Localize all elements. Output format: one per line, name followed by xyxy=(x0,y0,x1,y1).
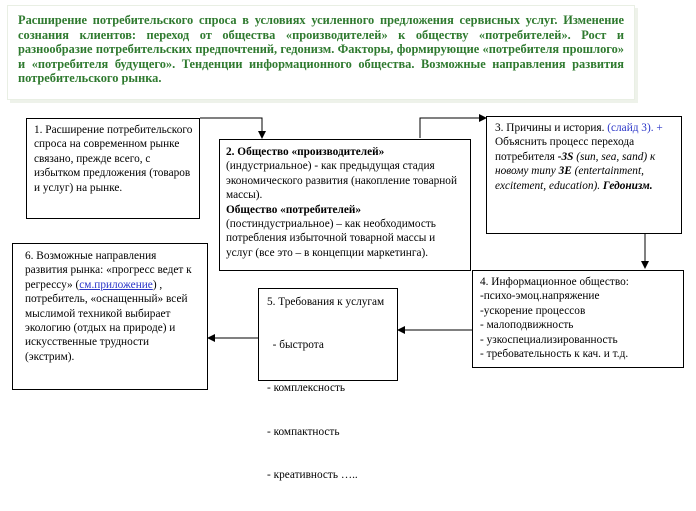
box-4-information-society xyxy=(472,270,684,368)
box-4-item: - требовательность к кач. и т.д. xyxy=(480,348,629,361)
arrow-1-to-2 xyxy=(200,118,262,138)
box-5-item: - компактность xyxy=(267,425,340,438)
box-3-3e: 3E xyxy=(558,165,572,178)
box-2-producer-consumer-society xyxy=(219,139,471,271)
box-2-heading-producers: . Общество «производителей» xyxy=(231,146,385,158)
box-3-3s: -3S xyxy=(557,150,574,163)
box-6-text-1: . Возможные направления развития рынка: xyxy=(25,250,157,277)
box-1-text: . Расширение потребительского спроса на современном рынке связано, прежде всего, с избытком предложения (товаров и услуг) на рынке. xyxy=(34,124,193,194)
box-6-text-2: «прогресс ведет к регрессу» ( xyxy=(25,264,192,291)
box-3-intro: . Причины и история. xyxy=(500,122,605,134)
box-4-item: - узкоспециализированность xyxy=(480,333,618,346)
box-3-explain: Объяснить процесс перехода потребителя xyxy=(495,136,635,163)
box-6-market-directions xyxy=(12,243,208,390)
box-5-service-requirements xyxy=(258,288,398,481)
box-6-number: 6 xyxy=(25,250,31,262)
box-4-item: -психо-эмоц.напряжение xyxy=(480,290,600,303)
box-5-item: - быстрота xyxy=(267,339,324,352)
box-3-hedonism: Гедонизм. xyxy=(602,179,653,192)
appendix-link[interactable]: см.приложение xyxy=(79,278,153,291)
box-4-item: - малоподвижность xyxy=(480,319,574,332)
box-5-item: - креативность ….. xyxy=(267,468,358,481)
slide-3-link[interactable]: (слайд 3). xyxy=(607,122,654,134)
box-3-plus: + xyxy=(656,122,663,134)
box-4-title: . Информационное общество: xyxy=(485,276,629,288)
box-2-number: 2 xyxy=(226,146,232,158)
box-3-reasons-history xyxy=(486,116,682,234)
box-2-text-consumers: (постиндустриальное) – как необходимость потребления избыточной товарной массы и услуг (все это – в концепции маркетинга). xyxy=(226,218,436,259)
box-3-3e-expansion: (entertainment, excitement, education). xyxy=(495,165,644,192)
box-3-number: 3 xyxy=(495,122,501,134)
box-5-item: - комплексность xyxy=(267,382,346,395)
topic-banner-text: Расширение потребительского спроса в условиях усиленного предложения сервисных услуг. Изменение сознания клиентов: переход от общества «производителей» к обществу «потребителей». Рост и разнообразие потребительских предпочтений, гедонизм. Факторы, формирующие «потребителя прошлого» и «потребителя будущего». Тенденции информационного общества. Возможные направления развития потребительского рынка. xyxy=(18,13,624,86)
box-4-item: -ускорение процессов xyxy=(480,304,586,317)
box-2-heading-consumers: Общество «потребителей» xyxy=(226,203,362,216)
box-5-number: 5 xyxy=(267,296,273,308)
box-6-text-3: ) , потребитель, «оснащенный» всей мыслимой техникой выбирает экологию (отдых на природе) и искусственные трудности (экстрим). xyxy=(25,278,188,363)
box-4-number: 4 xyxy=(480,276,486,288)
box-5-title: . Требования к услугам xyxy=(272,296,385,308)
box-1-demand-expansion xyxy=(26,118,200,219)
arrow-2-to-3 xyxy=(420,118,486,138)
box-3-3s-expansion: (sun, sea, sand) к новому типу xyxy=(495,150,656,178)
box-1-number: 1 xyxy=(34,124,40,136)
box-2-text-producers: (индустриальное) - как предыдущая стадия экономического развития (накопление товарной массы). xyxy=(226,160,458,202)
